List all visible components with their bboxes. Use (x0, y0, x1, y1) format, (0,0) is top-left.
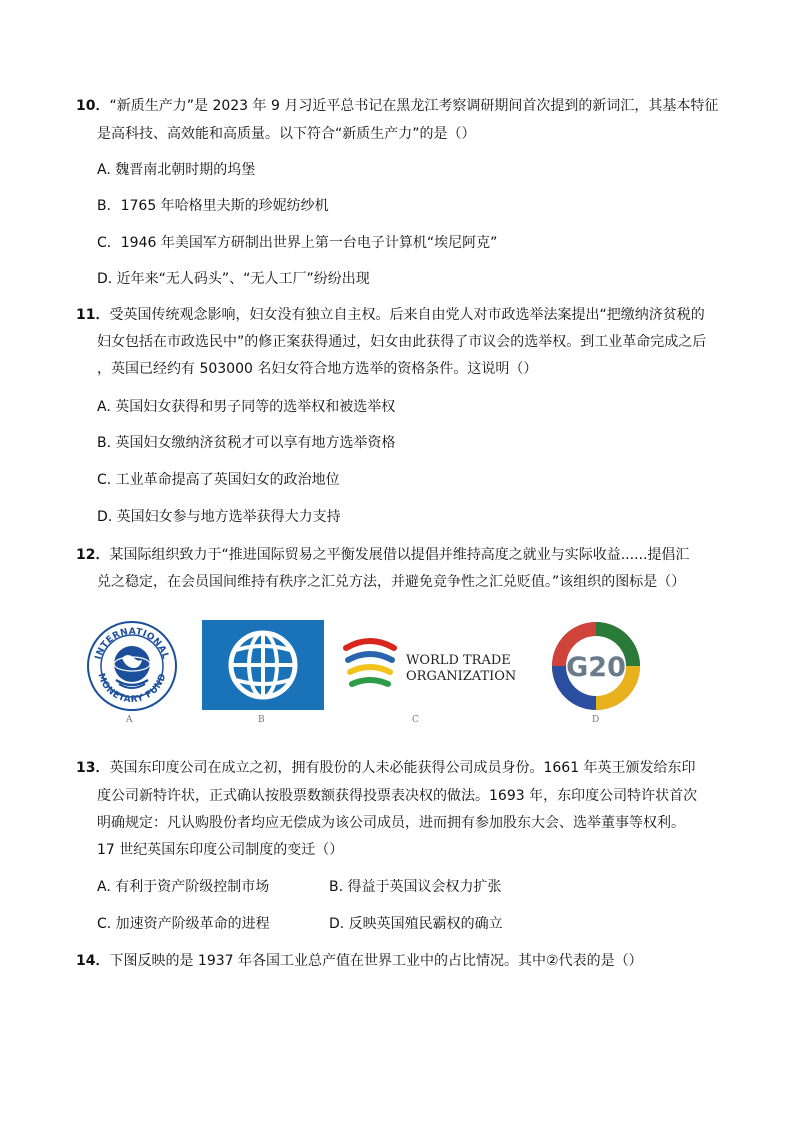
question-11-line-2: 妇女包括在市政选民中”的修正案获得通过，妇女由此获得了市议会的选举权。到工业革命完成之后 (97, 334, 707, 350)
question-10-number: 10． (76, 98, 110, 114)
caption-d: D (592, 715, 600, 725)
wto-name-line-2: ORGANIZATION (406, 669, 517, 684)
logo-options (86, 620, 686, 730)
question-11-number: 11． (76, 307, 110, 323)
question-12-line-1: 12．某国际组织致力于“推进国际贸易之平衡发展借以提倡并维持高度之就业与实际收益......提倡汇 (76, 547, 690, 563)
imf-logo-icon (86, 620, 178, 712)
option-11-b[interactable]: B. 英国妇女缴纳济贫税才可以享有地方选举资格 (97, 435, 396, 451)
wto-name-line-1: WORLD TRADE (406, 653, 511, 668)
question-12-number: 12． (76, 547, 110, 563)
caption-c: C (412, 715, 419, 725)
question-12-line-2: 兑之稳定，在会员国间维持有秩序之汇兑方法，并避免竞争性之汇兑贬值。”该组织的图标是（） (97, 574, 686, 590)
option-13-b[interactable]: B. 得益于英国议会权力扩张 (329, 879, 502, 895)
logo-option-a[interactable] (86, 620, 178, 725)
logo-option-b[interactable] (202, 620, 324, 725)
option-11-c[interactable]: C. 工业革命提高了英国妇女的政治地位 (97, 472, 340, 488)
question-14-line-1: 14．下图反映的是 1937 年各国工业总产值在世界工业中的占比情况。其中②代表的是（） (76, 953, 643, 969)
logo-option-d[interactable] (550, 620, 642, 725)
question-11-line-3: ，英国已经约有 503000 名妇女符合地方选举的资格条件。这说明（） (97, 361, 538, 377)
option-13-a[interactable]: A. 有利于资产阶级控制市场 (97, 879, 270, 895)
imf-top-text: INTERNATIONAL (93, 626, 171, 661)
option-11-d[interactable]: D. 英国妇女参与地方选举获得大力支持 (97, 509, 341, 525)
question-13-number: 13． (76, 760, 110, 776)
caption-b: B (258, 715, 265, 725)
world-bank-globe-icon (202, 620, 324, 710)
question-10-line-1: 10．“新质生产力”是 2023 年 9 月习近平总书记在黑龙江考察调研期间首次提到的新词汇，其基本特征 (76, 98, 719, 114)
g20-logo-icon (550, 620, 642, 712)
question-13-line-2: 度公司新特许状，正式确认按股票数额获得投票表决权的做法。1693 年，东印度公司特许状首次 (97, 788, 698, 804)
option-13-d[interactable]: D. 反映英国殖民霸权的确立 (329, 916, 503, 932)
caption-a: A (126, 715, 133, 725)
option-13-c[interactable]: C. 加速资产阶级革命的进程 (97, 916, 270, 932)
option-10-b[interactable]: B．1765 年哈格里夫斯的珍妮纺纱机 (97, 198, 329, 214)
question-10-line-2: 是高科技、高效能和高质量。以下符合“新质生产力”的是（） (97, 126, 476, 142)
question-13-line-4: 17 世纪英国东印度公司制度的变迁（） (97, 842, 344, 858)
option-10-d[interactable]: D. 近年来“无人码头”、“无人工厂”纷纷出现 (97, 271, 370, 287)
question-14-number: 14． (76, 953, 110, 969)
question-11-line-1: 11．受英国传统观念影响，妇女没有独立自主权。后来自由党人对市政选举法案提出“把缴纳济贫税的 (76, 307, 705, 323)
wto-logo-icon (342, 620, 522, 710)
imf-bottom-text: MONETARY FUND (95, 672, 169, 706)
option-10-a[interactable]: A. 魏晋南北朝时期的坞堡 (97, 162, 256, 178)
option-11-a[interactable]: A. 英国妇女获得和男子同等的选举权和被选举权 (97, 399, 396, 415)
question-13-line-1: 13．英国东印度公司在成立之初，拥有股份的人未必能获得公司成员身份。1661 年英王颁发给东印 (76, 760, 696, 776)
g20-text: G20 (566, 652, 626, 683)
logo-option-c[interactable] (342, 620, 522, 725)
option-10-c[interactable]: C．1946 年美国军方研制出世界上第一台电子计算机“埃尼阿克” (97, 235, 498, 251)
question-13-line-3: 明确规定：凡认购股份者均应无偿成为该公司成员，进而拥有参加股东大会、选举董事等权利。 (97, 815, 685, 831)
